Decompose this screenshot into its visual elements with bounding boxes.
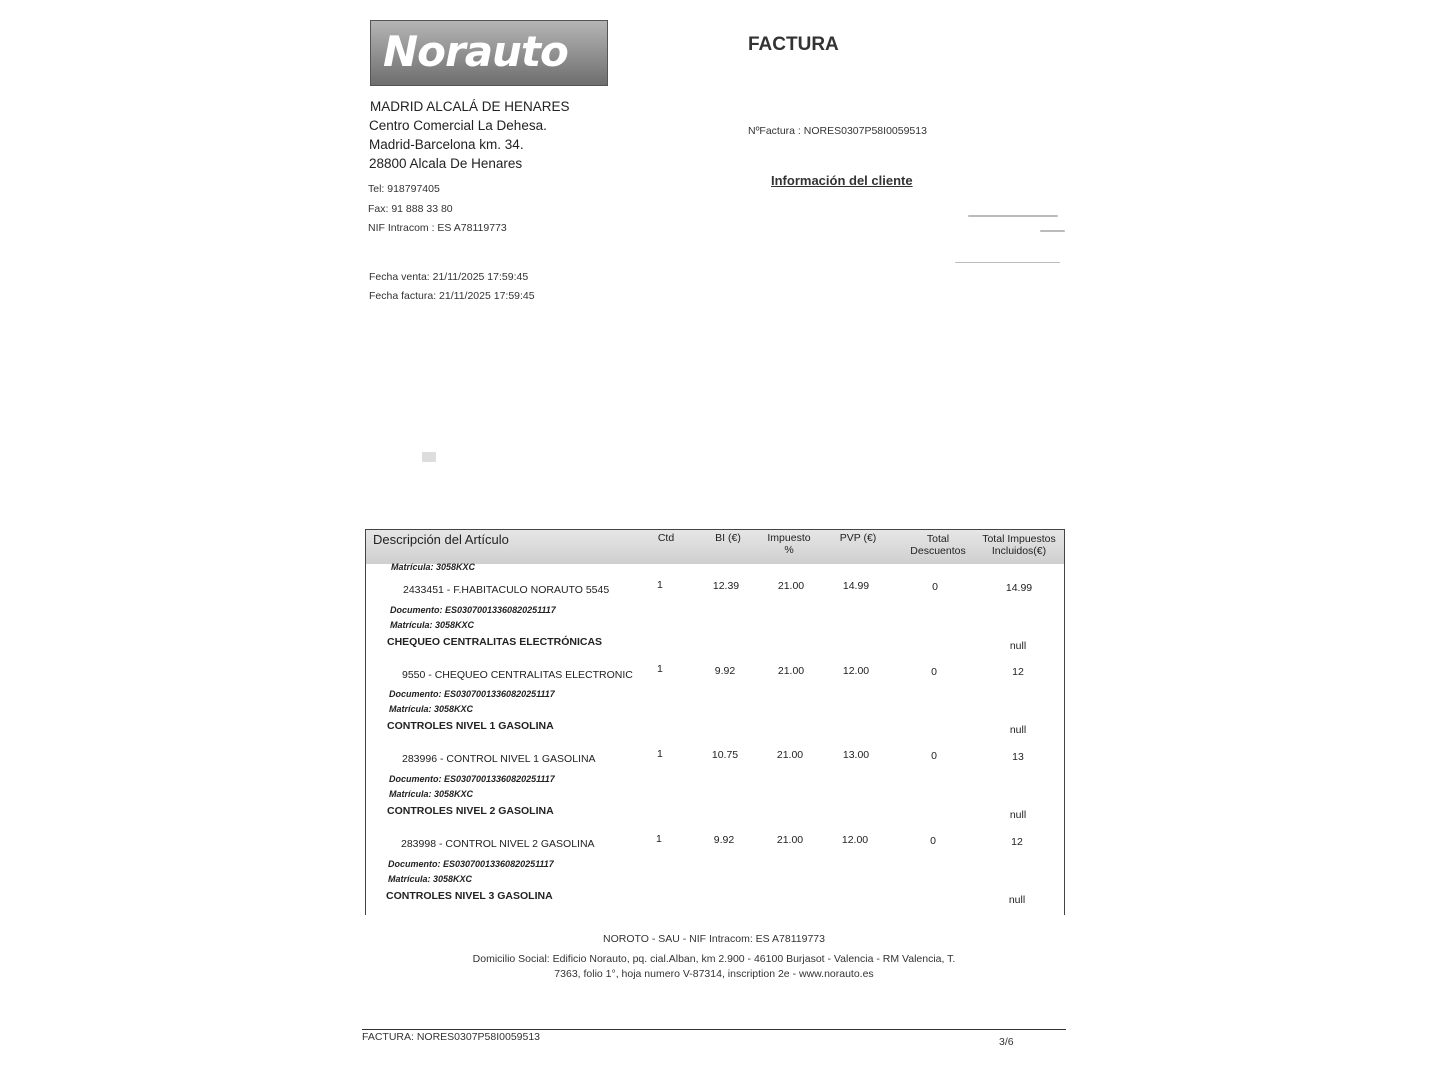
item-ctd: 1 — [656, 833, 662, 845]
item-bi: 9.92 — [714, 665, 736, 677]
store-address-line1: Centro Comercial La Dehesa. — [369, 118, 547, 133]
section-total: null — [1008, 894, 1026, 906]
scan-noise — [955, 262, 1060, 263]
item-descuentos: 0 — [931, 750, 937, 762]
footer-company: NOROTO - SAU - NIF Intracom: ES A78119773 — [603, 933, 825, 945]
fecha-venta: Fecha venta: 21/11/2025 17:59:45 — [369, 271, 529, 283]
client-info-heading: Información del cliente — [771, 173, 913, 188]
footer-domicilio-line2: 7363, folio 1°, hoja numero V-87314, inscription 2e - www.norauto.es — [554, 968, 874, 980]
section-total: null — [1009, 724, 1027, 736]
invoice-number: NºFactura : NORES0307P58I0059513 — [748, 125, 927, 137]
matricula-top: Matrícula: 3058KXC — [391, 562, 476, 572]
item-matricula: Matrícula: 3058KXC — [390, 620, 475, 630]
store-address-line3: 28800 Alcala De Henares — [369, 156, 523, 171]
header-ctd: Ctd — [657, 532, 675, 544]
item-pvp: 13.00 — [842, 749, 870, 761]
store-tel: Tel: 918797405 — [368, 183, 440, 195]
page-number: 3/6 — [999, 1036, 1014, 1048]
item-total: 13 — [1012, 751, 1024, 763]
section-total: null — [1009, 809, 1027, 821]
section-total: null — [1009, 640, 1027, 652]
item-bi: 10.75 — [711, 749, 739, 761]
item-descuentos: 0 — [931, 666, 937, 678]
item-description: 9550 - CHEQUEO CENTRALITAS ELECTRONIC — [402, 669, 633, 681]
section-title: CONTROLES NIVEL 3 GASOLINA — [386, 890, 553, 902]
section-title: CHEQUEO CENTRALITAS ELECTRÓNICAS — [387, 636, 603, 648]
item-description: 283996 - CONTROL NIVEL 1 GASOLINA — [402, 753, 596, 765]
header-impuesto-line2: % — [784, 544, 794, 556]
footer-domicilio-line1: Domicilio Social: Edificio Norauto, pq. cial.Alban, km 2.900 - 46100 Burjasot - Valencia - RM Valencia, T. — [472, 953, 956, 965]
header-total-line2: Incluidos(€) — [991, 545, 1047, 557]
header-descripcion: Descripción del Artículo — [373, 532, 509, 547]
document-title: FACTURA — [748, 34, 839, 55]
footer-invoice-ref: FACTURA: NORES0307P58I0059513 — [362, 1031, 541, 1043]
item-ctd: 1 — [657, 579, 663, 591]
norauto-logo — [370, 20, 608, 86]
item-impuesto: 21.00 — [776, 749, 804, 761]
item-pvp: 12.00 — [842, 665, 870, 677]
store-nif: NIF Intracom : ES A78119773 — [368, 222, 507, 234]
header-total-line1: Total Impuestos — [982, 533, 1056, 545]
header-impuesto-line1: Impuesto — [767, 532, 811, 544]
header-bi: BI (€) — [715, 532, 741, 544]
header-descuentos-line1: Total — [926, 533, 950, 545]
footer-divider — [362, 1029, 1066, 1030]
item-documento: Documento: ES03070013360820251117 — [389, 689, 555, 699]
store-address-line2: Madrid-Barcelona km. 34. — [369, 137, 524, 152]
header-total — [976, 533, 1062, 557]
header-descuentos-line2: Descuentos — [910, 545, 966, 557]
item-pvp: 14.99 — [842, 580, 870, 592]
item-impuesto: 21.00 — [777, 580, 805, 592]
item-impuesto: 21.00 — [777, 665, 805, 677]
header-impuesto — [759, 532, 819, 556]
item-impuesto: 21.00 — [776, 834, 804, 846]
item-descuentos: 0 — [932, 581, 938, 593]
item-documento: Documento: ES03070013360820251117 — [390, 605, 556, 615]
item-matricula: Matrícula: 3058KXC — [389, 789, 474, 799]
item-matricula: Matrícula: 3058KXC — [389, 704, 474, 714]
header-pvp: PVP (€) — [839, 532, 877, 544]
item-total: 12 — [1012, 666, 1024, 678]
store-fax: Fax: 91 888 33 80 — [368, 203, 453, 215]
item-description: 283998 - CONTROL NIVEL 2 GASOLINA — [401, 838, 595, 850]
fecha-factura: Fecha factura: 21/11/2025 17:59:45 — [369, 290, 535, 302]
item-ctd: 1 — [657, 663, 663, 675]
header-descuentos — [903, 533, 973, 557]
scan-noise — [1040, 230, 1065, 232]
section-title: CONTROLES NIVEL 2 GASOLINA — [387, 805, 554, 817]
item-pvp: 12.00 — [841, 834, 869, 846]
store-name: MADRID ALCALÁ DE HENARES — [370, 99, 570, 114]
item-bi: 12.39 — [712, 580, 740, 592]
items-table — [365, 529, 1065, 915]
scan-noise — [968, 215, 1058, 217]
item-total: 14.99 — [1005, 582, 1033, 594]
logo-text: Norauto — [383, 27, 568, 76]
item-description: 2433451 - F.HABITACULO NORAUTO 5545 — [403, 584, 610, 596]
section-title: CONTROLES NIVEL 1 GASOLINA — [387, 720, 554, 732]
item-matricula: Matrícula: 3058KXC — [388, 874, 473, 884]
item-total: 12 — [1011, 836, 1023, 848]
item-ctd: 1 — [657, 748, 663, 760]
item-descuentos: 0 — [930, 835, 936, 847]
item-bi: 9.92 — [713, 834, 735, 846]
item-documento: Documento: ES03070013360820251117 — [388, 859, 554, 869]
item-documento: Documento: ES03070013360820251117 — [389, 774, 555, 784]
scan-noise — [422, 452, 436, 462]
